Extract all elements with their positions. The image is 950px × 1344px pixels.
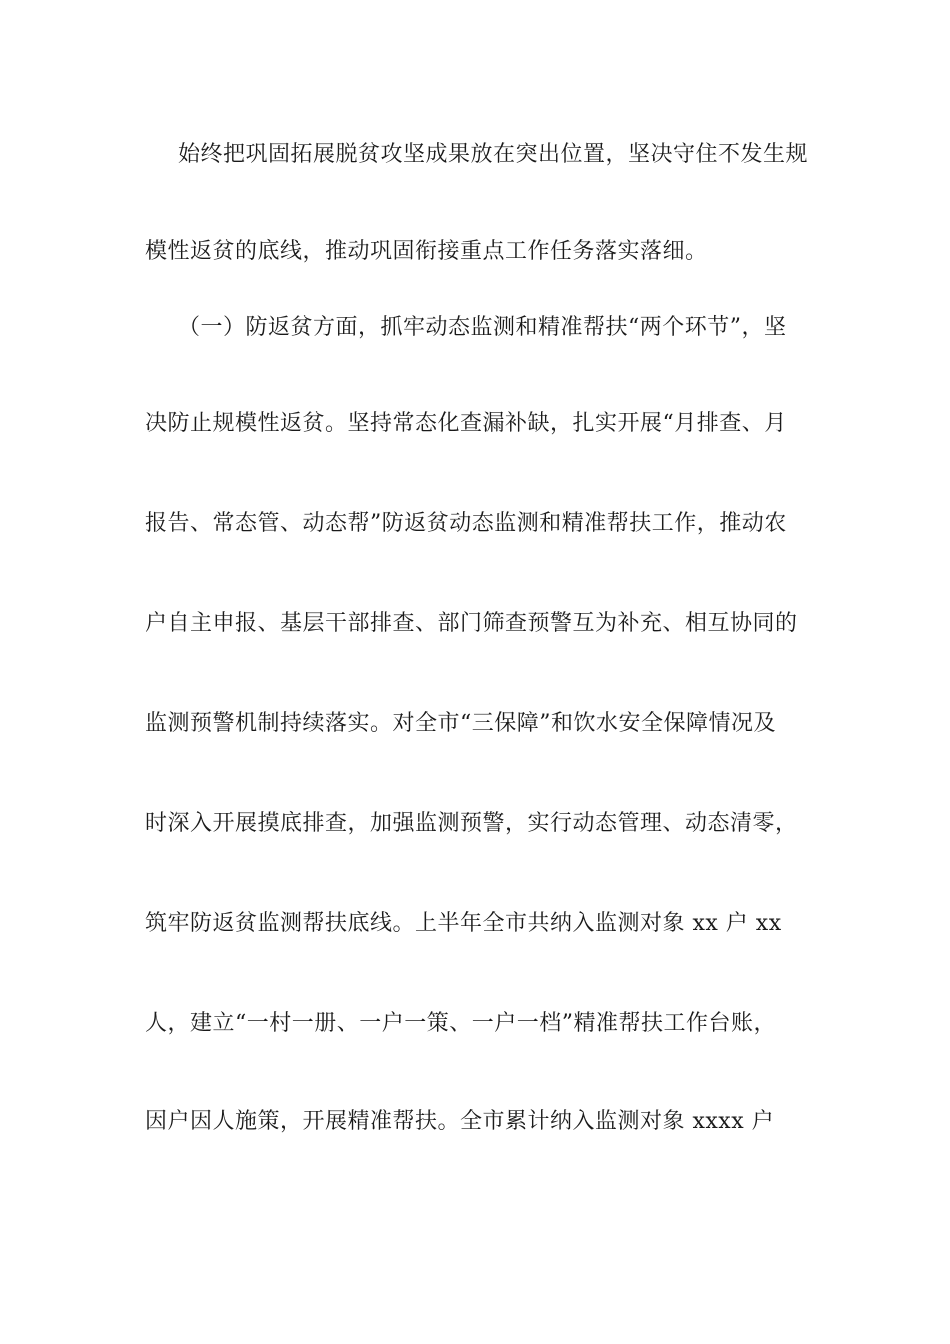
- paragraph-line-10: 人，建立“一村一册、一户一策、一户一档”精准帮扶工作台账，: [145, 1011, 776, 1036]
- paragraph-line-1: 始终把巩固拓展脱贫攻坚成果放在突出位置，坚决守住不发生规: [178, 142, 809, 167]
- section-heading-line: （一）防返贫方面，抓牢动态监测和精准帮扶“两个环节”，坚: [178, 315, 787, 340]
- paragraph-line-9: 筑牢防返贫监测帮扶底线。上半年全市共纳入监测对象 xx 户 xx: [145, 911, 782, 936]
- paragraph-line-5: 报告、常态管、动态帮”防返贫动态监测和精准帮扶工作，推动农: [145, 511, 787, 536]
- paragraph-line-2: 模性返贫的底线，推动巩固衔接重点工作任务落实落细。: [145, 239, 708, 264]
- paragraph-line-11: 因户因人施策，开展精准帮扶。全市累计纳入监测对象 xxxx 户: [145, 1109, 775, 1134]
- paragraph-line-6: 户自主申报、基层干部排查、部门筛查预警互为补充、相互协同的: [145, 611, 798, 636]
- paragraph-line-4: 决防止规模性返贫。坚持常态化查漏补缺，扎实开展“月排查、月: [145, 411, 787, 436]
- paragraph-line-7: 监测预警机制持续落实。对全市“三保障”和饮水安全保障情况及: [145, 711, 776, 736]
- paragraph-line-8: 时深入开展摸底排查，加强监测预警，实行动态管理、动态清零，: [145, 811, 798, 836]
